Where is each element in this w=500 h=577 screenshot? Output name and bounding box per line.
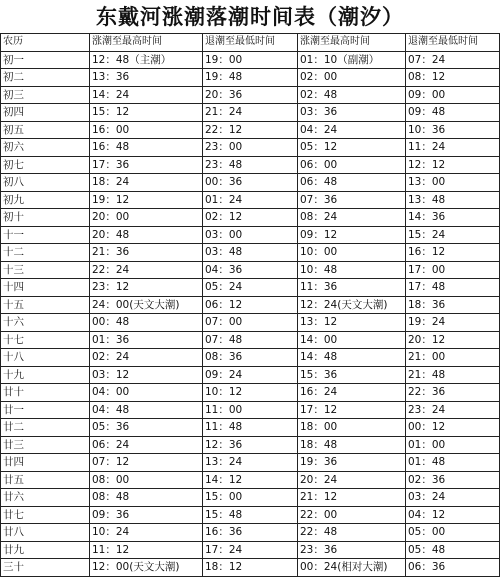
cell-high-tide-1: 20：48: [90, 226, 203, 244]
cell-low-tide-1: 08：36: [203, 349, 298, 367]
cell-low-tide-1: 11：48: [203, 419, 298, 437]
cell-high-tide-2: 10：48: [298, 261, 406, 279]
cell-lunar-day: 十六: [1, 314, 90, 332]
table-row: [1, 244, 500, 262]
table-row: [1, 366, 500, 384]
cell-high-tide-1: 08：48: [90, 489, 203, 507]
cell-high-tide-1: 22：24: [90, 261, 203, 279]
cell-low-tide-2: 12：12: [406, 156, 500, 174]
cell-high-tide-1: 07：12: [90, 454, 203, 472]
cell-lunar-day: 十三: [1, 261, 90, 279]
cell-low-tide-1: 14：12: [203, 471, 298, 489]
table-row: [1, 349, 500, 367]
cell-high-tide-2: 10：00: [298, 244, 406, 262]
cell-lunar-day: 廿三: [1, 436, 90, 454]
table-row: [1, 69, 500, 87]
cell-lunar-day: 十八: [1, 349, 90, 367]
cell-lunar-day: 初七: [1, 156, 90, 174]
cell-high-tide-1: 00：48: [90, 314, 203, 332]
cell-low-tide-1: 23：48: [203, 156, 298, 174]
cell-high-tide-2: 23：36: [298, 541, 406, 559]
cell-low-tide-2: 20：12: [406, 331, 500, 349]
cell-high-tide-1: 17：36: [90, 156, 203, 174]
cell-low-tide-1: 07：00: [203, 314, 298, 332]
cell-high-tide-1: 12：48（主潮）: [90, 51, 203, 69]
cell-low-tide-1: 15：00: [203, 489, 298, 507]
cell-low-tide-1: 13：24: [203, 454, 298, 472]
table-row: [1, 541, 500, 559]
table-row: [1, 174, 500, 192]
cell-high-tide-1: 04：48: [90, 401, 203, 419]
cell-high-tide-1: 11：12: [90, 541, 203, 559]
cell-high-tide-2: 21：12: [298, 489, 406, 507]
table-row: [1, 471, 500, 489]
table-row: [1, 314, 500, 332]
cell-lunar-day: 十七: [1, 331, 90, 349]
cell-lunar-day: 十九: [1, 366, 90, 384]
cell-lunar-day: 十四: [1, 279, 90, 297]
cell-high-tide-1: 14：24: [90, 86, 203, 104]
cell-high-tide-2: 03：36: [298, 104, 406, 122]
cell-high-tide-2: 11：36: [298, 279, 406, 297]
cell-low-tide-1: 01：24: [203, 191, 298, 209]
table-row: [1, 156, 500, 174]
cell-low-tide-2: 03：24: [406, 489, 500, 507]
header-low-tide-2: 退潮至最低时间: [406, 34, 500, 52]
table-row: [1, 226, 500, 244]
cell-low-tide-2: 07：24: [406, 51, 500, 69]
cell-low-tide-2: 09：00: [406, 86, 500, 104]
cell-low-tide-1: 16：36: [203, 524, 298, 542]
cell-high-tide-1: 19：12: [90, 191, 203, 209]
cell-low-tide-2: 13：00: [406, 174, 500, 192]
cell-high-tide-1: 05：36: [90, 419, 203, 437]
cell-low-tide-2: 17：48: [406, 279, 500, 297]
table-row: [1, 506, 500, 524]
cell-lunar-day: 初三: [1, 86, 90, 104]
cell-high-tide-1: 24：00(天文大潮): [90, 296, 203, 314]
table-row: [1, 489, 500, 507]
cell-lunar-day: 廿九: [1, 541, 90, 559]
cell-high-tide-2: 04：24: [298, 121, 406, 139]
cell-high-tide-2: 15：36: [298, 366, 406, 384]
table-row: [1, 559, 500, 577]
cell-high-tide-1: 21：36: [90, 244, 203, 262]
cell-low-tide-1: 17：24: [203, 541, 298, 559]
cell-low-tide-2: 05：48: [406, 541, 500, 559]
cell-high-tide-2: 22：48: [298, 524, 406, 542]
cell-low-tide-2: 15：24: [406, 226, 500, 244]
table-row: [1, 454, 500, 472]
cell-lunar-day: 廿五: [1, 471, 90, 489]
cell-low-tide-1: 12：36: [203, 436, 298, 454]
cell-low-tide-2: 04：12: [406, 506, 500, 524]
cell-low-tide-2: 18：36: [406, 296, 500, 314]
cell-low-tide-1: 15：48: [203, 506, 298, 524]
cell-lunar-day: 十二: [1, 244, 90, 262]
cell-low-tide-2: 19：24: [406, 314, 500, 332]
cell-high-tide-1: 02：24: [90, 349, 203, 367]
cell-lunar-day: 初九: [1, 191, 90, 209]
cell-low-tide-2: 10：36: [406, 121, 500, 139]
cell-low-tide-2: 08：12: [406, 69, 500, 87]
cell-high-tide-2: 02：00: [298, 69, 406, 87]
table-row: [1, 279, 500, 297]
cell-low-tide-1: 23：00: [203, 139, 298, 157]
cell-high-tide-2: 14：48: [298, 349, 406, 367]
cell-high-tide-2: 14：00: [298, 331, 406, 349]
cell-high-tide-1: 12：00(天文大潮): [90, 559, 203, 577]
table-row: [1, 331, 500, 349]
cell-low-tide-1: 11：00: [203, 401, 298, 419]
cell-low-tide-1: 03：00: [203, 226, 298, 244]
cell-low-tide-1: 20：36: [203, 86, 298, 104]
cell-low-tide-2: 01：00: [406, 436, 500, 454]
cell-low-tide-2: 02：36: [406, 471, 500, 489]
cell-low-tide-1: 07：48: [203, 331, 298, 349]
cell-lunar-day: 初十: [1, 209, 90, 227]
cell-high-tide-2: 06：48: [298, 174, 406, 192]
cell-lunar-day: 廿十: [1, 384, 90, 402]
cell-lunar-day: 初六: [1, 139, 90, 157]
cell-low-tide-1: 18：12: [203, 559, 298, 577]
cell-high-tide-2: 19：36: [298, 454, 406, 472]
table-row: [1, 524, 500, 542]
cell-lunar-day: 十一: [1, 226, 90, 244]
cell-high-tide-2: 08：24: [298, 209, 406, 227]
cell-high-tide-2: 00：24(相对大潮): [298, 559, 406, 577]
cell-high-tide-1: 10：24: [90, 524, 203, 542]
cell-low-tide-2: 00：12: [406, 419, 500, 437]
header-high-tide-2: 涨潮至最高时间: [298, 34, 406, 52]
cell-high-tide-1: 23：12: [90, 279, 203, 297]
cell-high-tide-1: 06：24: [90, 436, 203, 454]
cell-high-tide-2: 16：24: [298, 384, 406, 402]
table-row: [1, 401, 500, 419]
cell-high-tide-2: 18：48: [298, 436, 406, 454]
table-row: [1, 86, 500, 104]
cell-high-tide-1: 20：00: [90, 209, 203, 227]
cell-high-tide-2: 13：12: [298, 314, 406, 332]
table-body: [1, 51, 500, 576]
cell-lunar-day: 初二: [1, 69, 90, 87]
header-low-tide-1: 退潮至最低时间: [203, 34, 298, 52]
cell-low-tide-2: 09：48: [406, 104, 500, 122]
cell-high-tide-2: 12：24(天文大潮): [298, 296, 406, 314]
cell-high-tide-2: 20：24: [298, 471, 406, 489]
cell-low-tide-1: 19：00: [203, 51, 298, 69]
cell-low-tide-2: 01：48: [406, 454, 500, 472]
header-high-tide-1: 涨潮至最高时间: [90, 34, 203, 52]
cell-high-tide-2: 17：12: [298, 401, 406, 419]
cell-low-tide-2: 23：24: [406, 401, 500, 419]
cell-low-tide-2: 22：36: [406, 384, 500, 402]
tide-table: [0, 33, 500, 577]
cell-low-tide-2: 11：24: [406, 139, 500, 157]
cell-low-tide-1: 09：24: [203, 366, 298, 384]
page-title: 东戴河涨潮落潮时间表（潮汐）: [96, 4, 404, 29]
cell-lunar-day: 三十: [1, 559, 90, 577]
cell-low-tide-1: 05：24: [203, 279, 298, 297]
cell-high-tide-2: 01：10（副潮）: [298, 51, 406, 69]
cell-lunar-day: 廿八: [1, 524, 90, 542]
cell-low-tide-2: 05：00: [406, 524, 500, 542]
table-row: [1, 209, 500, 227]
header-lunar-day: 农历: [1, 34, 90, 52]
cell-low-tide-2: 21：48: [406, 366, 500, 384]
cell-low-tide-2: 14：36: [406, 209, 500, 227]
cell-low-tide-2: 21：00: [406, 349, 500, 367]
cell-lunar-day: 十五: [1, 296, 90, 314]
table-row: [1, 296, 500, 314]
table-row: [1, 139, 500, 157]
cell-high-tide-1: 16：48: [90, 139, 203, 157]
cell-lunar-day: 廿一: [1, 401, 90, 419]
cell-high-tide-1: 16：00: [90, 121, 203, 139]
cell-lunar-day: 初五: [1, 121, 90, 139]
cell-low-tide-2: 06：36: [406, 559, 500, 577]
cell-low-tide-2: 16：12: [406, 244, 500, 262]
cell-lunar-day: 初八: [1, 174, 90, 192]
cell-high-tide-1: 04：00: [90, 384, 203, 402]
cell-high-tide-2: 18：00: [298, 419, 406, 437]
table-row: [1, 384, 500, 402]
cell-lunar-day: 初四: [1, 104, 90, 122]
cell-high-tide-2: 05：12: [298, 139, 406, 157]
table-row: [1, 121, 500, 139]
cell-high-tide-2: 07：36: [298, 191, 406, 209]
cell-low-tide-1: 19：48: [203, 69, 298, 87]
cell-high-tide-1: 09：36: [90, 506, 203, 524]
cell-low-tide-2: 13：48: [406, 191, 500, 209]
cell-high-tide-1: 08：00: [90, 471, 203, 489]
cell-high-tide-1: 15：12: [90, 104, 203, 122]
cell-high-tide-2: 22：00: [298, 506, 406, 524]
cell-high-tide-1: 18：24: [90, 174, 203, 192]
table-row: [1, 261, 500, 279]
cell-low-tide-2: 17：00: [406, 261, 500, 279]
cell-lunar-day: 廿六: [1, 489, 90, 507]
table-row: [1, 436, 500, 454]
cell-low-tide-1: 21：24: [203, 104, 298, 122]
cell-low-tide-1: 02：12: [203, 209, 298, 227]
cell-high-tide-1: 03：12: [90, 366, 203, 384]
cell-low-tide-1: 06：12: [203, 296, 298, 314]
cell-low-tide-1: 03：48: [203, 244, 298, 262]
cell-high-tide-2: 09：12: [298, 226, 406, 244]
cell-low-tide-1: 22：12: [203, 121, 298, 139]
cell-lunar-day: 廿四: [1, 454, 90, 472]
table-row: [1, 104, 500, 122]
table-row: [1, 51, 500, 69]
table-row: [1, 419, 500, 437]
cell-low-tide-1: 04：36: [203, 261, 298, 279]
cell-lunar-day: 初一: [1, 51, 90, 69]
cell-high-tide-2: 02：48: [298, 86, 406, 104]
cell-high-tide-1: 13：36: [90, 69, 203, 87]
cell-high-tide-1: 01：36: [90, 331, 203, 349]
cell-high-tide-2: 06：00: [298, 156, 406, 174]
cell-lunar-day: 廿七: [1, 506, 90, 524]
table-row: [1, 191, 500, 209]
cell-lunar-day: 廿二: [1, 419, 90, 437]
table-header-row: [1, 34, 500, 52]
cell-low-tide-1: 00：36: [203, 174, 298, 192]
cell-low-tide-1: 10：12: [203, 384, 298, 402]
